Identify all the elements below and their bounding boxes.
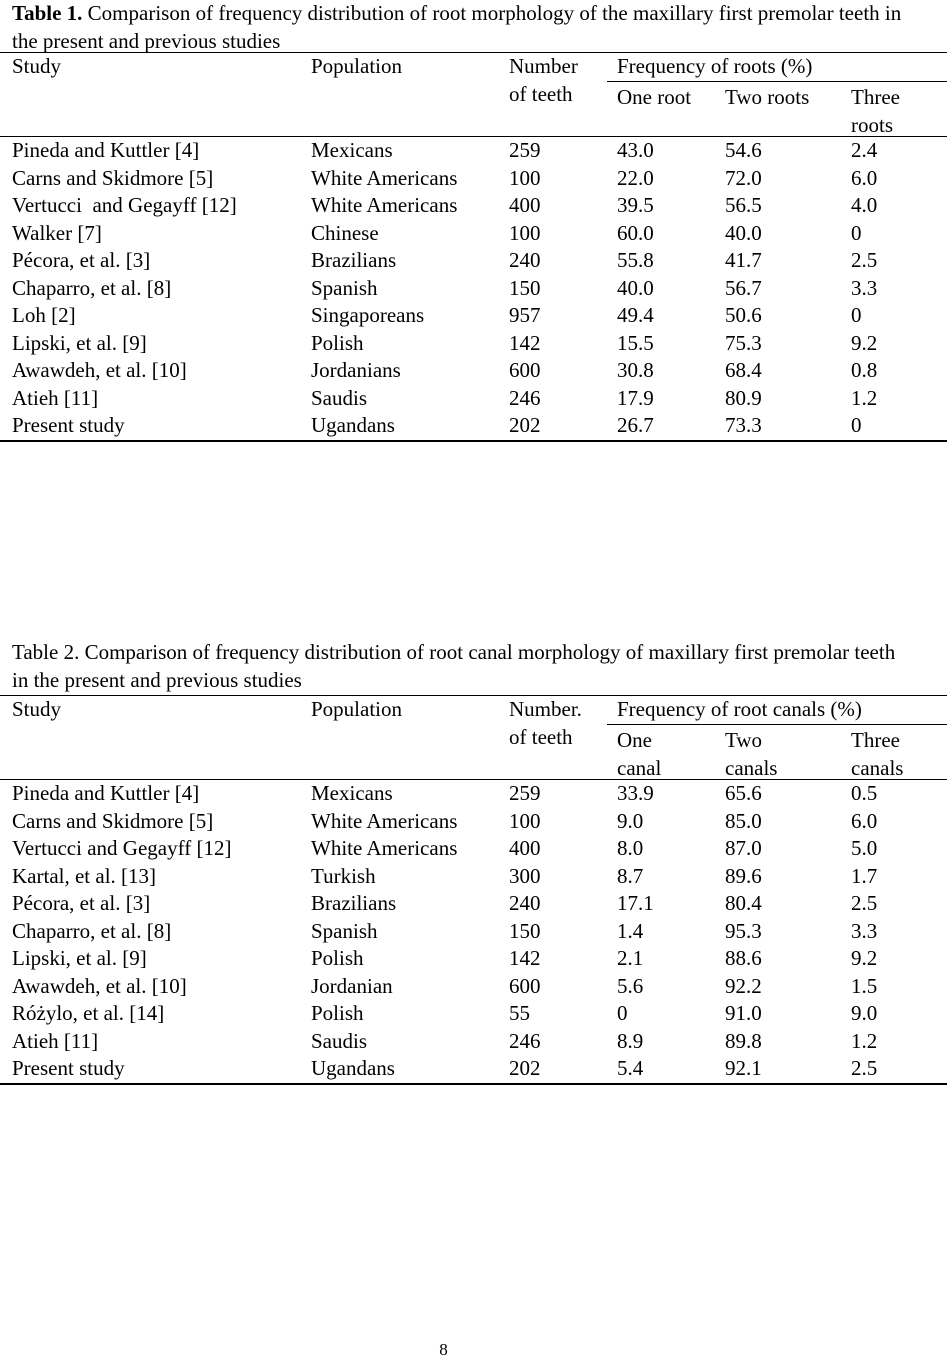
header-two-roots: Two roots — [725, 85, 810, 109]
cell-one: 39.5 — [617, 193, 654, 217]
cell-three: 0 — [851, 303, 862, 327]
table-row — [0, 1000, 947, 1028]
table-1 — [0, 52, 947, 442]
cell-two: 80.9 — [725, 385, 762, 410]
cell-two: 91.0 — [725, 1001, 762, 1025]
cell-number: 202 — [509, 1056, 541, 1080]
cell-two: 95.3 — [725, 918, 762, 943]
cell-population: White Americans — [311, 165, 458, 190]
cell-three: 2.5 — [851, 1056, 878, 1080]
cell-three: 9.2 — [851, 946, 878, 970]
cell-study: Pineda and Kuttler [4] — [12, 781, 200, 805]
header-three-roots-line1: Three — [851, 85, 900, 109]
cell-two: 75.3 — [725, 330, 762, 355]
cell-two: 89.6 — [725, 863, 762, 888]
cell-three: 6.0 — [851, 165, 878, 190]
table-row — [0, 330, 947, 358]
header-two-canals-line2: canals — [725, 755, 778, 780]
cell-one: 0 — [617, 1001, 628, 1025]
cell-number: 240 — [509, 248, 541, 272]
cell-three: 0.5 — [851, 781, 878, 805]
cell-three: 1.2 — [851, 385, 878, 410]
table-row — [0, 385, 947, 413]
cell-study: Loh [2] — [12, 303, 76, 327]
cell-one: 8.7 — [617, 863, 644, 888]
table-row — [0, 863, 947, 891]
cell-number: 150 — [509, 918, 541, 943]
cell-population: Mexicans — [311, 138, 393, 162]
cell-three: 1.5 — [851, 973, 878, 998]
cell-population: Ugandans — [311, 413, 395, 437]
cell-two: 56.5 — [725, 193, 762, 217]
cell-one: 40.0 — [617, 275, 654, 300]
cell-two: 54.6 — [725, 138, 762, 162]
cell-number: 240 — [509, 891, 541, 915]
cell-three: 9.2 — [851, 330, 878, 355]
table-2-caption: Table 2. Comparison of frequency distribution of root canal morphology of maxillary first premolar teeth in the present and previous studies — [12, 640, 896, 692]
table-1-label: Table 1. — [12, 1, 83, 25]
table-1-body — [0, 137, 947, 442]
table-row — [0, 780, 947, 808]
cell-two: 89.8 — [725, 1028, 762, 1053]
cell-three: 1.7 — [851, 863, 878, 888]
cell-study: Różylo, et al. [14] — [12, 1001, 165, 1025]
header-one-root: One root — [617, 85, 692, 109]
cell-number: 202 — [509, 413, 541, 437]
cell-number: 55 — [509, 1001, 530, 1025]
frequency-header-rule — [607, 81, 947, 82]
cell-two: 80.4 — [725, 891, 762, 915]
cell-one: 9.0 — [617, 808, 644, 833]
cell-population: Jordanians — [311, 358, 401, 382]
cell-three: 5.0 — [851, 836, 878, 860]
cell-population: Saudis — [311, 1028, 368, 1053]
cell-two: 72.0 — [725, 165, 762, 190]
cell-number: 246 — [509, 385, 541, 410]
cell-number: 142 — [509, 946, 541, 970]
cell-number: 246 — [509, 1028, 541, 1053]
cell-population: Singaporeans — [311, 303, 425, 327]
cell-population: Polish — [311, 330, 364, 355]
header-number-line2: of teeth — [509, 724, 573, 749]
cell-two: 50.6 — [725, 303, 762, 327]
cell-three: 2.5 — [851, 891, 878, 915]
cell-one: 5.4 — [617, 1056, 644, 1080]
cell-study: Chaparro, et al. [8] — [12, 918, 172, 943]
cell-one: 60.0 — [617, 220, 654, 245]
table-row — [0, 412, 947, 440]
cell-study: Atieh [11] — [12, 1028, 99, 1053]
cell-number: 142 — [509, 330, 541, 355]
table-1-caption-text: Comparison of frequency distribution of root morphology of the maxillary first premolar teeth in the present and previous studies — [12, 1, 902, 53]
cell-three: 9.0 — [851, 1001, 878, 1025]
cell-study: Vertucci and Gegayff [12] — [12, 193, 237, 217]
cell-one: 15.5 — [617, 330, 654, 355]
table-row — [0, 165, 947, 193]
cell-number: 259 — [509, 138, 541, 162]
cell-number: 400 — [509, 193, 541, 217]
cell-number: 600 — [509, 358, 541, 382]
cell-number: 400 — [509, 836, 541, 860]
header-three-roots-line2: roots — [851, 112, 893, 137]
cell-two: 92.2 — [725, 973, 762, 998]
cell-study: Pécora, et al. [3] — [12, 248, 151, 272]
cell-study: Pécora, et al. [3] — [12, 891, 151, 915]
cell-one: 2.1 — [617, 946, 644, 970]
cell-population: White Americans — [311, 193, 458, 217]
cell-study: Present study — [12, 1056, 125, 1080]
cell-number: 100 — [509, 808, 541, 833]
cell-three: 0 — [851, 413, 862, 437]
cell-two: 92.1 — [725, 1056, 762, 1080]
table-1-caption — [12, 0, 912, 55]
header-population: Population — [311, 697, 403, 721]
cell-population: Spanish — [311, 918, 378, 943]
cell-one: 17.1 — [617, 891, 654, 915]
cell-population: Mexicans — [311, 781, 393, 805]
table-row — [0, 220, 947, 248]
header-number-line1: Number — [509, 54, 578, 78]
cell-population: Ugandans — [311, 1056, 395, 1080]
cell-number: 100 — [509, 165, 541, 190]
table-2-header — [0, 695, 947, 780]
cell-study: Kartal, et al. [13] — [12, 863, 157, 888]
cell-study: Carns and Skidmore [5] — [12, 165, 214, 190]
table-row — [0, 302, 947, 330]
table-row — [0, 890, 947, 918]
cell-three: 1.2 — [851, 1028, 878, 1053]
cell-population: White Americans — [311, 836, 458, 860]
cell-population: Jordanian — [311, 973, 393, 998]
page-number: 8 — [439, 1340, 448, 1359]
cell-study: Atieh [11] — [12, 385, 99, 410]
cell-number: 259 — [509, 781, 541, 805]
cell-three: 0 — [851, 220, 862, 245]
cell-number: 600 — [509, 973, 541, 998]
cell-one: 22.0 — [617, 165, 654, 190]
cell-two: 87.0 — [725, 836, 762, 860]
header-one-canal-line1: One — [617, 728, 652, 752]
frequency-header-rule — [607, 724, 947, 725]
cell-number: 100 — [509, 220, 541, 245]
cell-population: Brazilians — [311, 248, 397, 272]
cell-one: 43.0 — [617, 138, 654, 162]
cell-one: 49.4 — [617, 303, 654, 327]
cell-three: 3.3 — [851, 275, 878, 300]
table-row — [0, 918, 947, 946]
cell-one: 26.7 — [617, 413, 654, 437]
header-number-line2: of teeth — [509, 81, 573, 106]
cell-three: 6.0 — [851, 808, 878, 833]
cell-population: Polish — [311, 946, 364, 970]
header-population: Population — [311, 54, 403, 78]
cell-population: Chinese — [311, 220, 379, 245]
table-row — [0, 275, 947, 303]
table-row — [0, 1028, 947, 1056]
cell-population: Polish — [311, 1001, 364, 1025]
cell-study: Pineda and Kuttler [4] — [12, 138, 200, 162]
table-row — [0, 1055, 947, 1083]
cell-population: Turkish — [311, 863, 376, 888]
cell-study: Vertucci and Gegayff [12] — [12, 836, 232, 860]
cell-two: 88.6 — [725, 946, 762, 970]
cell-three: 2.5 — [851, 248, 878, 272]
cell-one: 30.8 — [617, 358, 654, 382]
table-row — [0, 137, 947, 165]
table-2-body — [0, 780, 947, 1085]
cell-one: 8.0 — [617, 836, 644, 860]
cell-study: Awawdeh, et al. [10] — [12, 973, 187, 998]
cell-two: 73.3 — [725, 413, 762, 437]
cell-number: 150 — [509, 275, 541, 300]
cell-one: 8.9 — [617, 1028, 644, 1053]
cell-two: 56.7 — [725, 275, 762, 300]
cell-three: 0.8 — [851, 358, 878, 382]
table-row — [0, 192, 947, 220]
header-frequency: Frequency of roots (%) — [617, 54, 813, 78]
table-row — [0, 357, 947, 385]
cell-two: 65.6 — [725, 781, 762, 805]
table-row — [0, 808, 947, 836]
cell-two: 40.0 — [725, 220, 762, 245]
cell-population: White Americans — [311, 808, 458, 833]
cell-three: 2.4 — [851, 138, 878, 162]
cell-one: 17.9 — [617, 385, 654, 410]
cell-study: Awawdeh, et al. [10] — [12, 358, 187, 382]
cell-one: 5.6 — [617, 973, 644, 998]
header-study: Study — [12, 54, 62, 78]
cell-number: 957 — [509, 303, 541, 327]
cell-number: 300 — [509, 863, 541, 888]
cell-study: Walker [7] — [12, 220, 102, 245]
cell-three: 4.0 — [851, 193, 878, 217]
header-three-canals-line1: Three — [851, 728, 900, 752]
table-row — [0, 247, 947, 275]
cell-one: 55.8 — [617, 248, 654, 272]
cell-study: Lipski, et al. [9] — [12, 946, 147, 970]
cell-two: 85.0 — [725, 808, 762, 833]
header-two-canals-line1: Two — [725, 728, 763, 752]
header-three-canals-line2: canals — [851, 755, 904, 780]
cell-study: Present study — [12, 413, 125, 437]
cell-one: 1.4 — [617, 918, 644, 943]
cell-study: Carns and Skidmore [5] — [12, 808, 214, 833]
header-number-line1: Number. — [509, 697, 582, 721]
cell-population: Brazilians — [311, 891, 397, 915]
cell-one: 33.9 — [617, 781, 654, 805]
cell-three: 3.3 — [851, 918, 878, 943]
header-study: Study — [12, 697, 62, 721]
cell-population: Spanish — [311, 275, 378, 300]
table-row — [0, 835, 947, 863]
table-row — [0, 945, 947, 973]
cell-two: 41.7 — [725, 248, 762, 272]
header-frequency: Frequency of root canals (%) — [617, 697, 862, 721]
cell-population: Saudis — [311, 385, 368, 410]
table-1-header — [0, 52, 947, 137]
header-one-canal-line2: canal — [617, 755, 662, 780]
cell-two: 68.4 — [725, 358, 762, 382]
table-2 — [0, 695, 947, 1085]
cell-study: Lipski, et al. [9] — [12, 330, 147, 355]
table-row — [0, 973, 947, 1001]
cell-study: Chaparro, et al. [8] — [12, 275, 172, 300]
